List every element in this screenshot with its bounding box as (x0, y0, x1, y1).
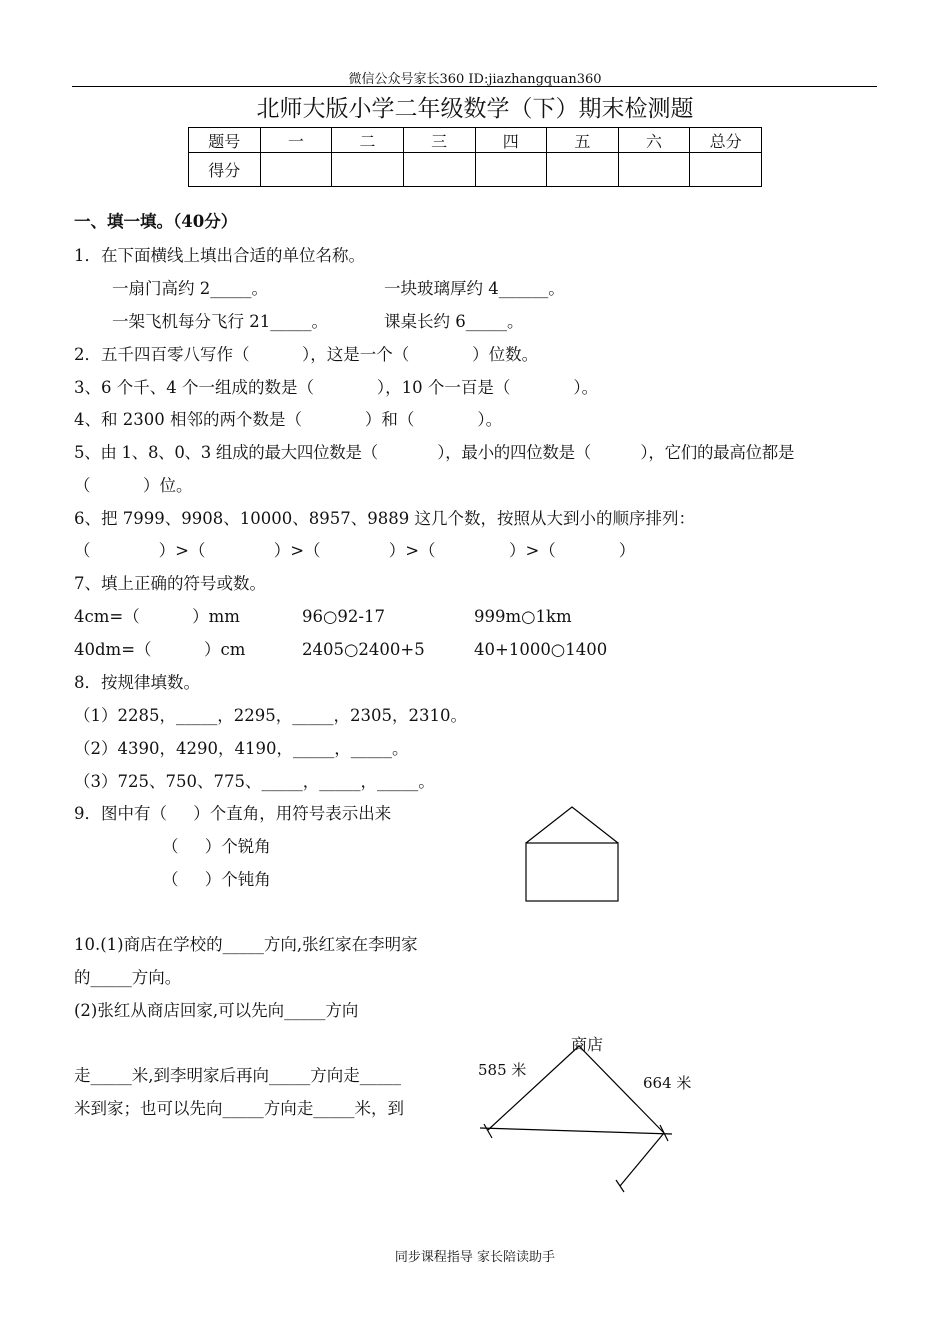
q1-item-a: 一扇门高约 2_____。 (112, 279, 268, 298)
q8-sub3: （3）725、750、775、_____，_____，_____。 (74, 772, 435, 791)
q10-line3: (2)张红从商店回家,可以先向_____方向 (74, 1001, 359, 1020)
q7-stem: 7、填上正确的符号或数。 (74, 574, 266, 593)
q6-line1: 6、把 7999、9908、10000、8957、9889 这几个数，按照从大到小的顺序排列： (74, 509, 695, 528)
map-tick (660, 1125, 668, 1141)
footer: 同步课程指导 家长陪读助手 (394, 1250, 556, 1265)
page-title: 北师大版小学二年级数学（下）期末检测题 (256, 96, 694, 122)
map-label-shop: 商店 (571, 1035, 604, 1054)
q3: 3、6 个千、4 个一组成的数是（ ），10 个一百是（ ）。 (74, 378, 599, 397)
score-input-cell[interactable] (475, 153, 547, 187)
score-input-cell[interactable] (332, 153, 404, 187)
q5-line1: 5、由 1、8、0、3 组成的最大四位数是（ ），最小的四位数是（ ），它们的最高位都是 (74, 443, 795, 462)
house-figure (520, 805, 625, 905)
q7-r2c2: 2405○2400+5 (302, 640, 425, 659)
map-school-path (480, 1128, 672, 1134)
q1-item-c: 一架飞机每分飞行 21_____。 (112, 312, 328, 331)
map-label-right-distance: 664 米 (643, 1074, 692, 1092)
q9-line2: （ ）个锐角 (162, 837, 271, 856)
header-rule (72, 86, 877, 87)
q10-line2: 的_____方向。 (74, 968, 182, 987)
figure-rectangle (526, 843, 618, 901)
q5-line2: （ ）位。 (74, 476, 193, 495)
q2: 2．五千四百零八写作（ ），这是一个（ ）位数。 (74, 345, 539, 364)
score-input-cell[interactable] (690, 153, 762, 187)
score-input-cell[interactable] (547, 153, 619, 187)
q7-r1c3: 999m○1km (474, 607, 572, 626)
score-table-header-row (189, 128, 762, 153)
score-input-cell[interactable] (618, 153, 690, 187)
q1-item-b: 一块玻璃厚约 4______。 (384, 279, 565, 298)
q10-line1: 10.(1)商店在学校的_____方向,张红家在李明家 (74, 935, 418, 954)
q1-stem: 1．在下面横线上填出合适的单位名称。 (74, 246, 365, 265)
table-cell: 题号 (189, 128, 261, 153)
figure-roof (526, 807, 618, 843)
q8-sub2: （2）4390，4290，4190，_____，_____。 (74, 739, 409, 758)
header-note: 微信公众号家长360 ID:jiazhangquan360 (348, 72, 602, 87)
q7-r2c3: 40+1000○1400 (474, 640, 608, 659)
q8-stem: 8．按规律填数。 (74, 673, 200, 692)
table-cell: 五 (547, 128, 619, 153)
score-table (188, 127, 762, 187)
q4: 4、和 2300 相邻的两个数是（ ）和（ ）。 (74, 410, 503, 429)
map-label-left-distance: 585 米 (478, 1061, 527, 1079)
q7-r1c2: 96○92-17 (302, 607, 385, 626)
q9-line1: 9．图中有（ ）个直角，用符号表示出来 (74, 804, 392, 823)
score-input-cell[interactable] (403, 153, 475, 187)
table-cell: 总分 (690, 128, 762, 153)
score-table-score-row (189, 153, 762, 187)
q6-line2: （ ）>（ ）>（ ）>（ ）>（ ） (74, 541, 636, 560)
q10-line4: 走_____米,到李明家后再向_____方向走_____ (74, 1066, 401, 1085)
q7-r1c1: 4cm=（ ）mm (74, 607, 240, 626)
table-cell: 六 (618, 128, 690, 153)
map-figure (470, 1030, 690, 1200)
table-cell: 三 (403, 128, 475, 153)
table-cell: 二 (332, 128, 404, 153)
table-cell: 得分 (189, 153, 261, 187)
q8-sub1: （1）2285，_____，2295，_____，2305，2310。 (74, 706, 467, 725)
q9-line3: （ ）个钝角 (162, 870, 271, 889)
q7-r2c1: 40dm=（ ）cm (74, 640, 246, 659)
section-heading: 一、填一填。（40分） (74, 212, 238, 231)
map-home-path (620, 1133, 664, 1186)
q10-line5: 米到家；也可以先向_____方向走_____米，到 (74, 1099, 404, 1118)
map-tick (484, 1124, 492, 1138)
table-cell: 四 (475, 128, 547, 153)
table-cell: 一 (260, 128, 332, 153)
score-input-cell[interactable] (260, 153, 332, 187)
q1-item-d: 课桌长约 6_____。 (384, 312, 524, 331)
